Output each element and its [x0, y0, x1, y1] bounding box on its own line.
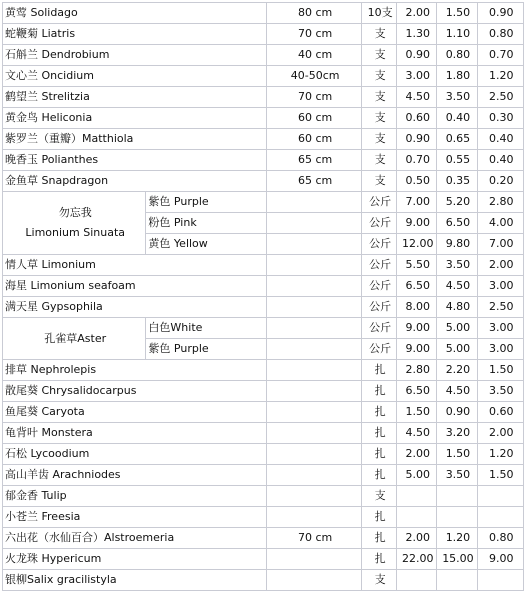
unit-cell: 支 — [362, 570, 396, 590]
price-cell-3: 2.80 — [478, 192, 523, 212]
price-cell-1: 0.70 — [397, 150, 436, 170]
size-cell — [267, 444, 361, 464]
size-cell: 70 cm — [267, 528, 361, 548]
unit-cell: 10支 — [362, 3, 396, 23]
size-cell: 65 cm — [267, 171, 361, 191]
unit-cell: 支 — [362, 150, 396, 170]
table-row — [3, 66, 523, 86]
table-row — [3, 318, 523, 338]
unit-cell: 支 — [362, 45, 396, 65]
unit-cell: 支 — [362, 87, 396, 107]
size-cell — [267, 486, 361, 506]
size-cell — [267, 255, 361, 275]
table-row — [3, 507, 523, 527]
unit-cell: 公斤 — [362, 339, 396, 359]
price-cell-1: 0.90 — [397, 45, 436, 65]
price-cell-2: 6.50 — [437, 213, 476, 233]
flower-name-cell: 六出花（水仙百合）Alstroemeria — [3, 528, 266, 548]
flower-name-cell: 龟背叶 Monstera — [3, 423, 266, 443]
price-cell-3: 0.70 — [478, 45, 523, 65]
unit-cell: 扎 — [362, 444, 396, 464]
flower-name-cell: 海星 Limonium seafoam — [3, 276, 266, 296]
size-cell: 65 cm — [267, 150, 361, 170]
flower-name-cell: 郁金香 Tulip — [3, 486, 266, 506]
price-cell-2: 4.50 — [437, 276, 476, 296]
size-cell — [267, 213, 361, 233]
table-row — [3, 24, 523, 44]
price-cell-3: 3.50 — [478, 381, 523, 401]
flower-name-cell: 晚香玉 Polianthes — [3, 150, 266, 170]
table-row — [3, 255, 523, 275]
price-cell-3: 7.00 — [478, 234, 523, 254]
table-row — [3, 150, 523, 170]
price-cell-2: 5.00 — [437, 318, 476, 338]
size-cell — [267, 318, 361, 338]
price-cell-3: 0.40 — [478, 129, 523, 149]
price-cell-3: 3.00 — [478, 339, 523, 359]
unit-cell: 扎 — [362, 360, 396, 380]
unit-cell: 公斤 — [362, 213, 396, 233]
flower-price-table — [2, 2, 524, 591]
table-row — [3, 192, 523, 212]
price-cell-2: 0.40 — [437, 108, 476, 128]
size-cell: 60 cm — [267, 129, 361, 149]
variant-color-cell: 黄色 Yellow — [146, 234, 266, 254]
price-cell-1: 4.50 — [397, 87, 436, 107]
variant-color-cell: 紫色 Purple — [146, 339, 266, 359]
variant-color-cell: 白色White — [146, 318, 266, 338]
price-cell-1: 22.00 — [397, 549, 436, 569]
price-cell-1: 6.50 — [397, 381, 436, 401]
flower-name-cell: 石斛兰 Dendrobium — [3, 45, 266, 65]
price-cell-3: 1.20 — [478, 66, 523, 86]
size-cell — [267, 192, 361, 212]
price-cell-1: 5.00 — [397, 465, 436, 485]
size-cell — [267, 234, 361, 254]
table-row — [3, 297, 523, 317]
price-cell-1: 3.00 — [397, 66, 436, 86]
table-body — [3, 3, 523, 590]
table-row — [3, 402, 523, 422]
unit-cell: 扎 — [362, 402, 396, 422]
price-cell-2: 5.20 — [437, 192, 476, 212]
table-row — [3, 444, 523, 464]
price-cell-2: 9.80 — [437, 234, 476, 254]
size-cell: 60 cm — [267, 108, 361, 128]
flower-name-cell: 黄金鸟 Heliconia — [3, 108, 266, 128]
table-row — [3, 108, 523, 128]
price-cell-2: 1.80 — [437, 66, 476, 86]
table-row — [3, 528, 523, 548]
price-cell-2: 15.00 — [437, 549, 476, 569]
table-row — [3, 129, 523, 149]
price-cell-3: 9.00 — [478, 549, 523, 569]
size-cell: 40-50cm — [267, 66, 361, 86]
unit-cell: 扎 — [362, 549, 396, 569]
unit-cell: 公斤 — [362, 318, 396, 338]
price-cell-2: 1.10 — [437, 24, 476, 44]
table-row — [3, 570, 523, 590]
flower-name-cell: 黄莺 Solidago — [3, 3, 266, 23]
table-row — [3, 381, 523, 401]
price-cell-3: 2.00 — [478, 255, 523, 275]
unit-cell: 支 — [362, 108, 396, 128]
unit-cell: 扎 — [362, 381, 396, 401]
unit-cell: 公斤 — [362, 192, 396, 212]
table-row — [3, 45, 523, 65]
table-row — [3, 549, 523, 569]
price-cell-3: 2.00 — [478, 423, 523, 443]
price-cell-3: 3.00 — [478, 318, 523, 338]
price-cell-3: 0.80 — [478, 24, 523, 44]
size-cell — [267, 297, 361, 317]
unit-cell: 公斤 — [362, 276, 396, 296]
price-cell-3: 4.00 — [478, 213, 523, 233]
table-row — [3, 3, 523, 23]
price-cell-3: 1.50 — [478, 360, 523, 380]
group-name-cn: 勿忘我 — [58, 206, 92, 219]
flower-name-cell: 石松 Lycoodium — [3, 444, 266, 464]
price-cell-2 — [437, 486, 476, 506]
price-cell-1: 6.50 — [397, 276, 436, 296]
size-cell — [267, 507, 361, 527]
flower-name-cell: 鹤望兰 Strelitzia — [3, 87, 266, 107]
price-cell-1: 4.50 — [397, 423, 436, 443]
price-cell-1: 2.00 — [397, 444, 436, 464]
price-cell-2: 1.50 — [437, 3, 476, 23]
size-cell: 70 cm — [267, 24, 361, 44]
table-row — [3, 276, 523, 296]
price-cell-1: 1.30 — [397, 24, 436, 44]
price-cell-2: 3.50 — [437, 255, 476, 275]
price-cell-3: 0.20 — [478, 171, 523, 191]
table-row — [3, 486, 523, 506]
price-cell-2: 0.35 — [437, 171, 476, 191]
size-cell — [267, 549, 361, 569]
flower-name-cell: 紫罗兰（重瓣）Matthiola — [3, 129, 266, 149]
price-cell-2: 1.50 — [437, 444, 476, 464]
unit-cell: 支 — [362, 24, 396, 44]
unit-cell: 扎 — [362, 507, 396, 527]
price-cell-3: 0.30 — [478, 108, 523, 128]
unit-cell: 公斤 — [362, 255, 396, 275]
flower-name-cell: 银柳Salix gracilistyla — [3, 570, 266, 590]
price-cell-3: 0.60 — [478, 402, 523, 422]
price-cell-2 — [437, 570, 476, 590]
flower-name-cell: 火龙珠 Hypericum — [3, 549, 266, 569]
price-cell-2: 3.50 — [437, 465, 476, 485]
price-cell-3 — [478, 486, 523, 506]
size-cell — [267, 360, 361, 380]
price-cell-1: 7.00 — [397, 192, 436, 212]
group-name-cell — [3, 192, 145, 254]
price-cell-1 — [397, 507, 436, 527]
price-cell-3: 2.50 — [478, 87, 523, 107]
size-cell — [267, 570, 361, 590]
price-cell-1: 9.00 — [397, 339, 436, 359]
unit-cell: 公斤 — [362, 234, 396, 254]
price-cell-3: 3.00 — [478, 276, 523, 296]
size-cell — [267, 465, 361, 485]
price-cell-3: 2.50 — [478, 297, 523, 317]
price-cell-1: 1.50 — [397, 402, 436, 422]
unit-cell: 支 — [362, 66, 396, 86]
price-cell-3: 1.50 — [478, 465, 523, 485]
price-cell-2: 4.80 — [437, 297, 476, 317]
price-cell-2: 3.50 — [437, 87, 476, 107]
flower-name-cell: 鱼尾葵 Caryota — [3, 402, 266, 422]
flower-name-cell: 排草 Nephrolepis — [3, 360, 266, 380]
unit-cell: 公斤 — [362, 297, 396, 317]
price-cell-1: 8.00 — [397, 297, 436, 317]
flower-name-cell: 蛇鞭菊 Liatris — [3, 24, 266, 44]
size-cell: 40 cm — [267, 45, 361, 65]
price-cell-1 — [397, 486, 436, 506]
price-cell-2: 0.90 — [437, 402, 476, 422]
price-cell-3 — [478, 507, 523, 527]
table-row — [3, 171, 523, 191]
flower-name-cell: 金鱼草 Snapdragon — [3, 171, 266, 191]
flower-name-cell: 高山羊齿 Arachniodes — [3, 465, 266, 485]
size-cell — [267, 276, 361, 296]
table-row — [3, 423, 523, 443]
price-cell-3: 1.20 — [478, 444, 523, 464]
price-cell-2: 0.65 — [437, 129, 476, 149]
price-cell-1: 5.50 — [397, 255, 436, 275]
price-cell-2: 3.20 — [437, 423, 476, 443]
price-cell-1: 9.00 — [397, 213, 436, 233]
size-cell — [267, 339, 361, 359]
price-cell-3 — [478, 570, 523, 590]
unit-cell: 支 — [362, 171, 396, 191]
price-cell-2: 4.50 — [437, 381, 476, 401]
flower-name-cell: 散尾葵 Chrysalidocarpus — [3, 381, 266, 401]
price-cell-1: 2.00 — [397, 528, 436, 548]
table-row — [3, 465, 523, 485]
table-row — [3, 87, 523, 107]
price-cell-1: 12.00 — [397, 234, 436, 254]
price-cell-3: 0.40 — [478, 150, 523, 170]
variant-color-cell: 紫色 Purple — [146, 192, 266, 212]
flower-name-cell: 文心兰 Oncidium — [3, 66, 266, 86]
price-cell-1: 0.90 — [397, 129, 436, 149]
size-cell: 70 cm — [267, 87, 361, 107]
flower-name-cell: 满天星 Gypsophila — [3, 297, 266, 317]
flower-name-cell: 小苍兰 Freesia — [3, 507, 266, 527]
unit-cell: 扎 — [362, 423, 396, 443]
price-cell-2: 0.55 — [437, 150, 476, 170]
price-cell-1: 0.50 — [397, 171, 436, 191]
variant-color-cell: 粉色 Pink — [146, 213, 266, 233]
unit-cell: 扎 — [362, 528, 396, 548]
size-cell — [267, 423, 361, 443]
flower-name-cell: 情人草 Limonium — [3, 255, 266, 275]
price-cell-2: 2.20 — [437, 360, 476, 380]
price-cell-1 — [397, 570, 436, 590]
table-row — [3, 360, 523, 380]
unit-cell: 支 — [362, 129, 396, 149]
group-name-cell: 孔雀草Aster — [3, 318, 145, 359]
unit-cell: 扎 — [362, 465, 396, 485]
price-cell-1: 9.00 — [397, 318, 436, 338]
price-cell-2 — [437, 507, 476, 527]
size-cell — [267, 402, 361, 422]
price-cell-1: 2.80 — [397, 360, 436, 380]
price-cell-1: 2.00 — [397, 3, 436, 23]
size-cell: 80 cm — [267, 3, 361, 23]
price-cell-2: 0.80 — [437, 45, 476, 65]
price-cell-3: 0.90 — [478, 3, 523, 23]
unit-cell: 支 — [362, 486, 396, 506]
price-cell-2: 5.00 — [437, 339, 476, 359]
group-name-en: Limonium Sinuata — [25, 226, 126, 239]
price-cell-3: 0.80 — [478, 528, 523, 548]
size-cell — [267, 381, 361, 401]
price-cell-2: 1.20 — [437, 528, 476, 548]
price-cell-1: 0.60 — [397, 108, 436, 128]
